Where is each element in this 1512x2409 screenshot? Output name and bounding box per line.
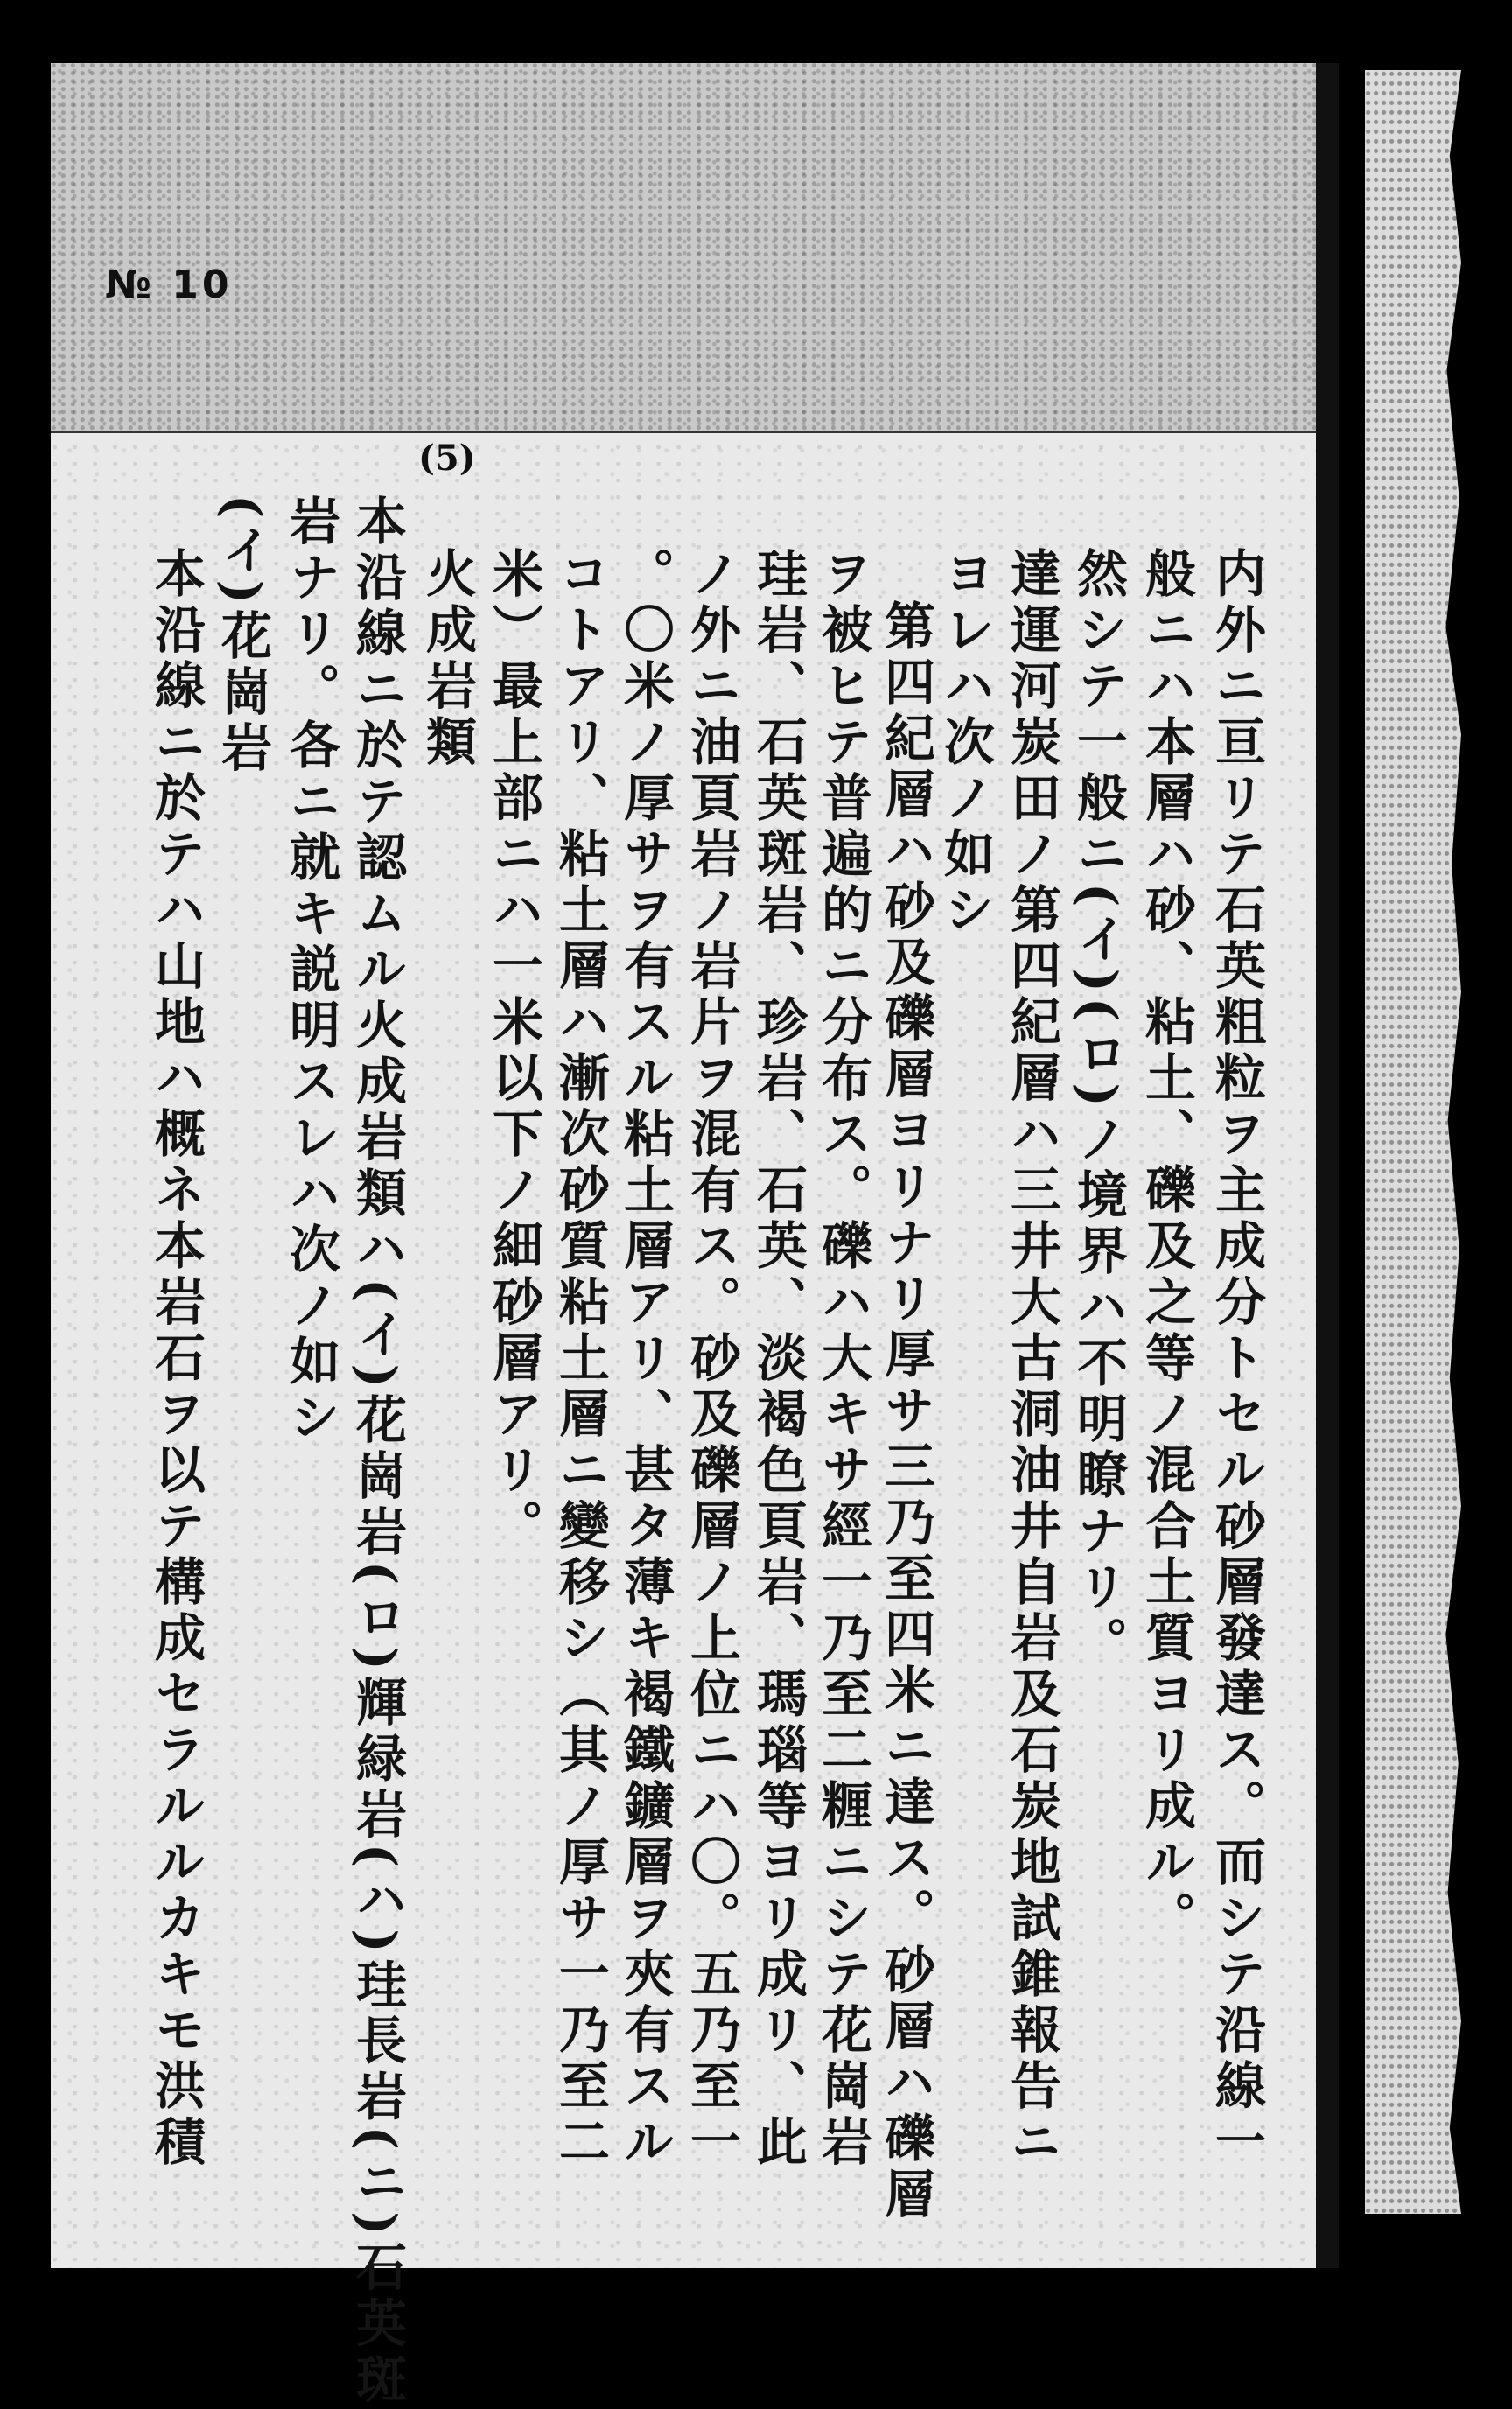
page-top-band (51, 63, 1339, 431)
text-column-12: 米）最上部ニハ一米以下ノ細砂層アリ。 (484, 547, 543, 1555)
text-column-5: ヨレハ次ノ如シ (935, 547, 995, 939)
text-column-2: 般ニハ本層ハ砂、粘土、礫及之等ノ混合土質ヨリ成ル。 (1137, 547, 1196, 1947)
text-column-14: 本沿線ニ於テ認ムル火成岩類ハ(イ)花崗岩(ロ)輝緑岩(ハ)珪長岩(ニ)石英斑 (347, 494, 407, 2409)
text-column-1: 内外ニ亘リテ石英粗粒ヲ主成分トセル砂層發達ス。而シテ沿線一 (1207, 547, 1266, 2171)
text-column-6: 第四紀層ハ砂及礫層ヨリナリ厚サ三乃至四米ニ達ス。砂層ハ礫層 (876, 599, 935, 2223)
corner-mark: № 10 (105, 263, 233, 307)
torn-paper-edge (1365, 70, 1461, 2214)
text-column-8: 珪岩、石英斑岩、珍岩、石英、淡褐色頁岩、瑪瑙等ヨリ成リ、此 (748, 547, 808, 2171)
text-column-4: 達運河炭田ノ第四紀層ハ三井大古洞油井自岩及石炭地試錐報告ニ (1002, 547, 1061, 2171)
text-column-7: ヲ被ヒテ普遍的ニ分布ス。礫ハ大キサ經一乃至二糎ニシテ花崗岩 (813, 547, 872, 2171)
text-column-10: 。〇米ノ厚サヲ有スル粘土層アリ、甚タ薄キ褐鐵鑛層ヲ夾有スル (615, 547, 675, 2171)
text-column-3: 然シテ一般ニ(イ)(ロ)ノ境界ハ不明瞭ナリ。 (1068, 547, 1128, 1672)
subheading-granite: (イ)花崗岩 (213, 494, 272, 777)
page-edge-shadow (1316, 63, 1339, 2268)
fold-line (51, 431, 1339, 433)
section-heading-igneous-rocks: 火成岩類 (417, 547, 477, 771)
page-number: (5) (418, 438, 476, 479)
text-column-11: コトアリ、粘土層ハ漸次砂質粘土層ニ變移シ（其ノ厚サ一乃至二 (550, 547, 610, 2171)
text-column-17: 本沿線ニ於テハ山地ハ概ネ本岩石ヲ以テ構成セラルルカキモ洪積 (146, 547, 206, 2171)
text-column-9: ノ外ニ油頁岩ノ岩片ヲ混有ス。砂及礫層ノ上位ニハ〇。五乃至一 (682, 547, 741, 2171)
text-column-15: 岩ナリ。各ニ就キ説明スレハ次ノ如シ (281, 494, 340, 1446)
